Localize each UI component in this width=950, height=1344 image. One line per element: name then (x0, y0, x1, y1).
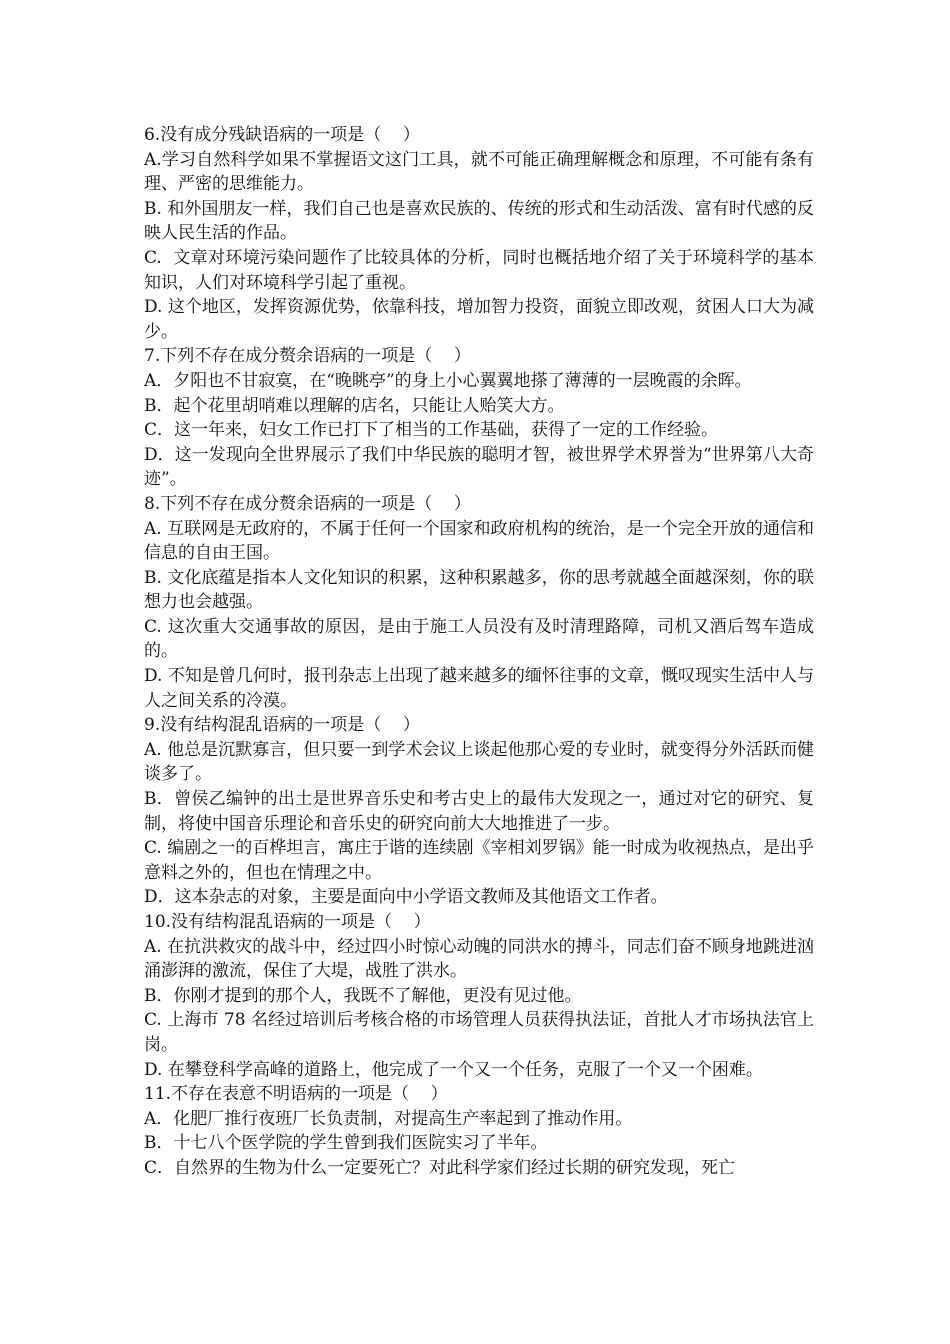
question-9 (144, 713, 814, 910)
document-page (144, 123, 814, 1181)
option-b: B．十七八个医学院的学生曾到我们医院实习了半年。 (144, 1133, 548, 1154)
option-b: B．起个花里胡哨难以理解的店名，只能让人贻笑大方。 (144, 395, 565, 416)
question-7 (144, 344, 814, 492)
question-stem: 11.不存在表意不明语病的一项是（ ） (144, 1084, 448, 1105)
option-c: C. 这次重大交通事故的原因，是由于施工人员没有及时清理路障，司机又酒后驾车造成的。 (144, 616, 814, 662)
option-a: A. 在抗洪救灾的战斗中，经过四小时惊心动魄的同洪水的搏斗，同志们奋不顾身地跳进汹涌澎湃的激流，保住了大堤，战胜了洪水。 (144, 936, 814, 982)
option-a: A．化肥厂推行夜班厂长负责制，对提高生产率起到了推动作用。 (144, 1108, 633, 1129)
option-c: C. 上海市 78 名经过培训后考核合格的市场管理人员获得执法证，首批人才市场执法官上岗。 (144, 1010, 814, 1055)
option-d: D. 不知是曾几何时，报刊杂志上出现了越来越多的缅怀往事的文章，慨叹现实生活中人与人之间关系的冷漠。 (144, 666, 814, 711)
option-d: D. 这个地区，发挥资源优势，依靠科技，增加智力投资，面貌立即改观，贫困人口大为减少。 (144, 297, 814, 342)
option-c: C. 文章对环境污染问题作了比较具体的分析，同时也概括地介绍了关于环境科学的基本知识，人们对环境科学引起了重视。 (144, 247, 814, 293)
question-10 (144, 910, 814, 1082)
option-b: B. 和外国朋友一样，我们自己也是喜欢民族的、传统的形式和生动活泼、富有时代感的反映人民生活的作品。 (144, 198, 814, 244)
question-stem: 10.没有结构混乱语病的一项是（ ） (144, 912, 431, 932)
question-8 (144, 492, 814, 713)
option-c: C．这一年来，妇女工作已打下了相当的工作基础，获得了一定的工作经验。 (144, 420, 719, 441)
option-a: A. 互联网是无政府的，不属于任何一个国家和政府机构的统治，是一个完全开放的通信和信息的自由王国。 (144, 518, 814, 564)
option-c: C．自然界的生物为什么一定要死亡？对此科学家们经过长期的研究发现，死亡 (144, 1157, 736, 1178)
question-stem: 7.下列不存在成分赘余语病的一项是（ ） (144, 346, 471, 367)
question-stem: 6.没有成分残缺语病的一项是（ ） (144, 125, 420, 145)
option-b: B. 文化底蕴是指本人文化知识的积累，这种积累越多，你的思考就越全面越深刻，你的联想力也会越强。 (144, 567, 814, 613)
option-a: A．夕阳也不甘寂寞，在“晚眺亭”的身上小心翼翼地搽了薄薄的一层晚霞的余晖。 (144, 370, 752, 391)
question-11 (144, 1082, 814, 1180)
option-a: A.学习自然科学如果不掌握语文这门工具，就不可能正确理解概念和原理，不可能有条有理、严密的思维能力。 (144, 149, 814, 195)
option-b: B．曾侯乙编钟的出土是世界音乐史和考古史上的最伟大发现之一，通过对它的研究、复制，将使中国音乐理论和音乐史的研究向前大大地推进了一步。 (144, 789, 814, 834)
question-stem: 8.下列不存在成分赘余语病的一项是（ ） (144, 493, 471, 514)
option-b: B．你刚才提到的那个人，我既不了解他，更没有见过他。 (144, 985, 582, 1006)
option-d: D．这一发现向全世界展示了我们中华民族的聪明才智，被世界学术界誉为“世界第八大奇迹”。 (144, 444, 814, 490)
question-stem: 9.没有结构混乱语病的一项是（ ） (144, 715, 420, 736)
option-d: D. 在攀登科学高峰的道路上，他完成了一个又一个任务，克服了一个又一个困难。 (144, 1059, 763, 1080)
option-d: D．这本杂志的对象，主要是面向中小学语文教师及其他语文工作者。 (144, 887, 668, 908)
option-a: A. 他总是沉默寡言，但只要一到学术会议上谈起他那心爱的专业时，就变得分外活跃而健谈多了。 (144, 739, 814, 785)
option-c: C. 编剧之一的百桦坦言，寓庄于谐的连续剧《宰相刘罗锅》能一时成为收视热点，是出乎意料之外的，但也在情理之中。 (144, 838, 814, 883)
question-6 (144, 123, 814, 344)
